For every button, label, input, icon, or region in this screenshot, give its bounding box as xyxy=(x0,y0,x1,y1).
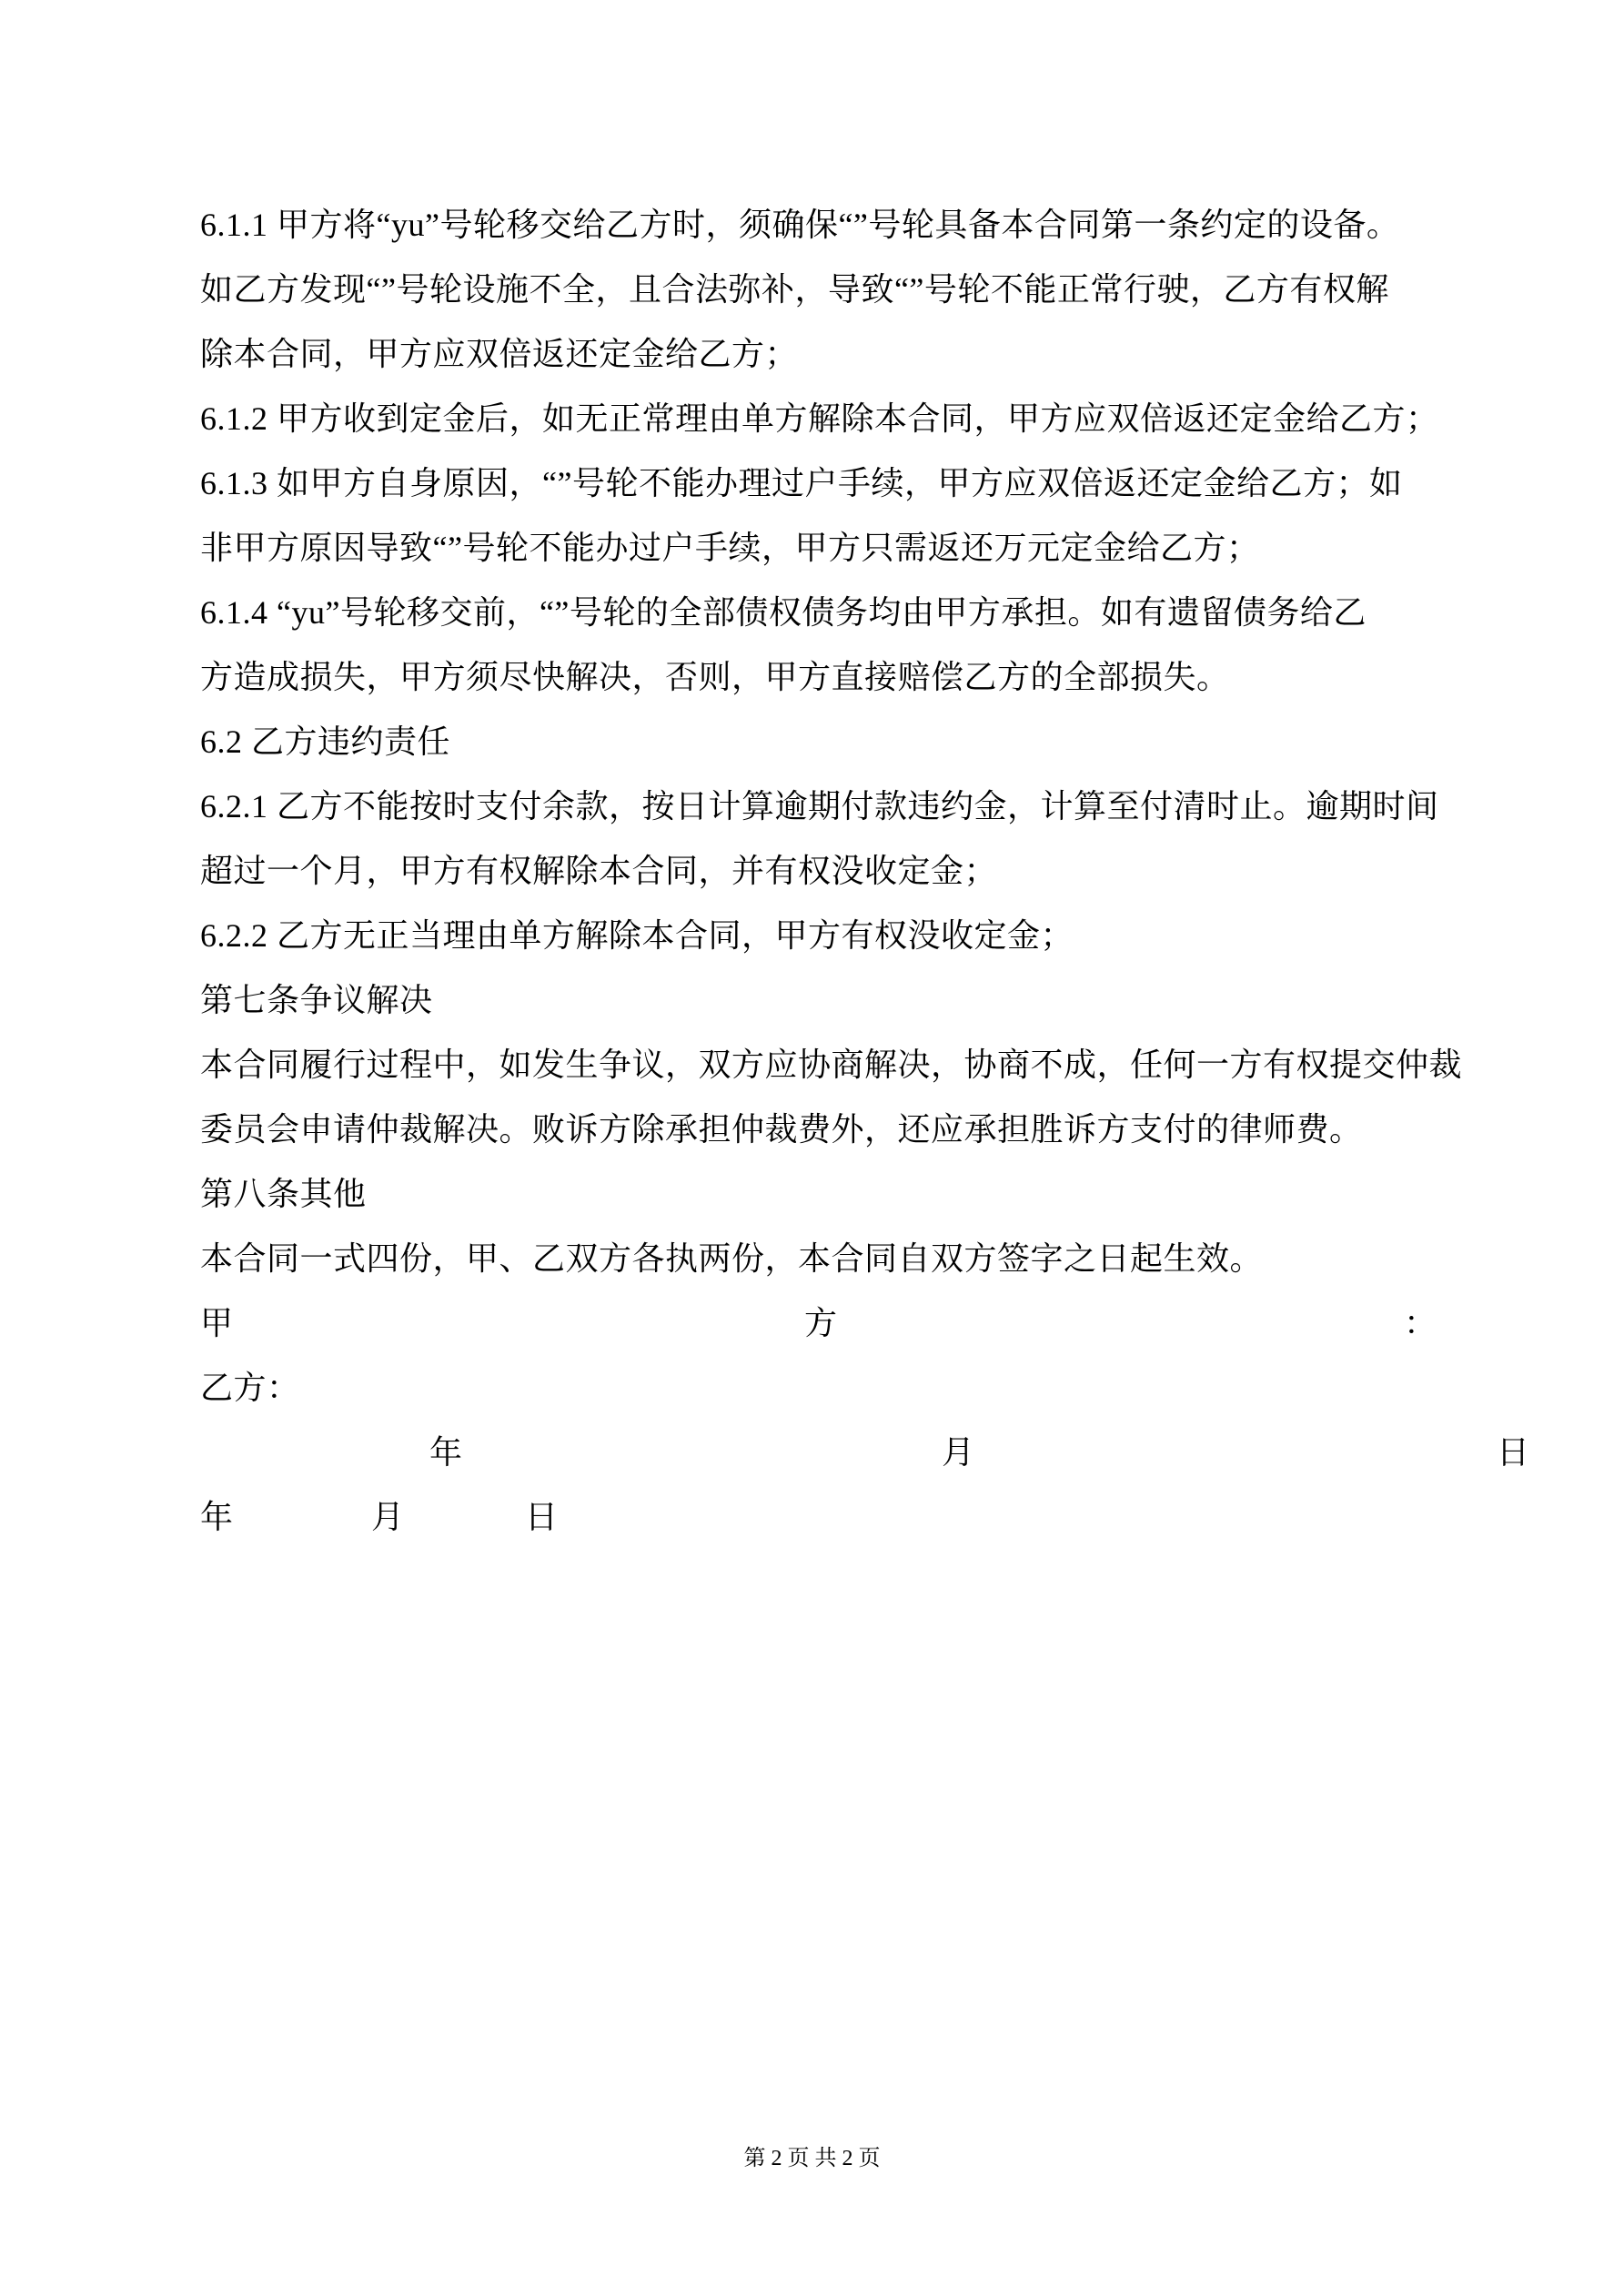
paragraph-line: 6.1.4 “yu”号轮移交前，“”号轮的全部债权债务均由甲方承担。如有遗留债务给乙 xyxy=(200,594,1367,631)
paragraph-line: 6.1.1 甲方将“yu”号轮移交给乙方时，须确保“”号轮具备本合同第一条约定的设备。 xyxy=(200,207,1400,243)
paragraph-line: 6.1.2 甲方收到定金后，如无正常理由单方解除本合同，甲方应双倍返还定金给乙方； xyxy=(200,400,1439,437)
year-label: 年 xyxy=(429,1434,463,1471)
party-a-label-fang: 方 xyxy=(804,1305,838,1341)
section-heading: 第七条争议解决 xyxy=(200,982,433,1018)
day-label: 日 xyxy=(525,1499,559,1535)
paragraph-line: 6.2.1 乙方不能按时支付余款，按日计算逾期付款违约金，计算至付清时止。逾期时间 xyxy=(200,788,1439,824)
section-heading: 第八条其他 xyxy=(200,1176,367,1212)
paragraph-line: 本合同一式四份，甲、乙双方各执两份，本合同自双方签字之日起生效。 xyxy=(200,1240,1264,1277)
paragraph-line: 除本合同，甲方应双倍返还定金给乙方； xyxy=(200,336,799,372)
date-line-1 xyxy=(200,1421,1538,1485)
paragraph-line: 6.2.2 乙方无正当理由单方解除本合同，甲方有权没收定金； xyxy=(200,917,1074,954)
paragraph-line: 委员会申请仲裁解决。败诉方除承担仲裁费外，还应承担胜诉方支付的律师费。 xyxy=(200,1111,1363,1148)
party-b-signature-line: 乙方： xyxy=(200,1370,300,1406)
month-label: 月 xyxy=(942,1434,975,1471)
paragraph-line: 非甲方原因导致“”号轮不能办过户手续，甲方只需返还万元定金给乙方； xyxy=(200,530,1260,566)
paragraph-line: 方造成损失，甲方须尽快解决，否则，甲方直接赔偿乙方的全部损失。 xyxy=(200,659,1230,695)
paragraph-line: 如乙方发现“”号轮设施不全，且合法弥补，导致“”号轮不能正常行驶，乙方有权解 xyxy=(200,271,1389,308)
paragraph-line: 超过一个月，甲方有权解除本合同，并有权没收定金； xyxy=(200,853,998,889)
month-label: 月 xyxy=(371,1499,405,1535)
contract-body xyxy=(200,193,1538,1550)
year-label: 年 xyxy=(200,1499,234,1535)
party-a-signature-line xyxy=(200,1291,1538,1356)
date-line-2 xyxy=(200,1485,1538,1550)
party-a-colon: ： xyxy=(1404,1305,1437,1341)
paragraph-line: 6.1.3 如甲方自身原因，“”号轮不能办理过户手续，甲方应双倍返还定金给乙方；如 xyxy=(200,465,1403,501)
party-a-label: 甲 xyxy=(200,1305,234,1341)
paragraph-line: 本合同履行过程中，如发生争议，双方应协商解决，协商不成，任何一方有权提交仲裁 xyxy=(200,1047,1463,1083)
page-footer: 第 2 页 共 2 页 xyxy=(743,2147,881,2170)
section-heading: 6.2 乙方违约责任 xyxy=(200,723,451,760)
day-label: 日 xyxy=(1497,1434,1530,1471)
